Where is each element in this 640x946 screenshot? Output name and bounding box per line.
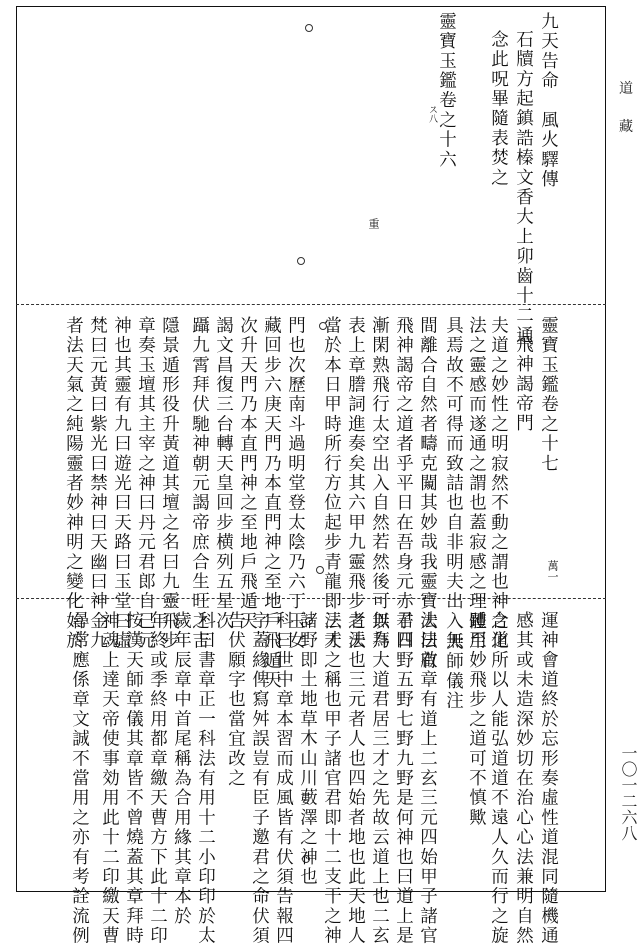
text-column: 科曰書章正一科法有用十二小印印於太 <box>195 611 216 946</box>
text-column: 神也其靈有九曰遊光曰天路曰玉堂曰虛 <box>111 316 132 651</box>
text-column: 夫道之妙性之明寂然不動之謂也神之化 <box>488 316 509 651</box>
text-column: 者天也三元者人也四始者地也此天地人 <box>345 611 366 946</box>
margin-label-bottom: 藏 <box>619 119 633 135</box>
text-column: 具焉故不可得而致詰也自非明夫出入無 <box>443 316 464 651</box>
text-column: 按漢天師章儀其章皆不曾燒蓋其章拜時 <box>123 611 144 946</box>
binding-hole-icon <box>297 257 305 265</box>
text-column: 科曰世中章本習而成風皆有伏須告報四 <box>273 611 294 946</box>
text-column: 踵至妙飛步之道可不慎歟 <box>466 611 487 828</box>
small-mark: ス八 <box>427 105 437 123</box>
text-column: 表上章謄詞進奏矣其六甲九靈飛步之法 <box>345 316 366 651</box>
text-column: 躡九霄拜伏馳神朝元謁帝庶合生旺之吉 <box>189 316 210 651</box>
section-heading: 飛神謁帝門 <box>513 335 534 434</box>
text-column: 神魂上達天帝使事効用此十二印繳天曹 <box>99 611 120 946</box>
text-column: 年終或季終用都章繳天曹方下此十二印 <box>147 611 168 946</box>
margin-label-top: 道 <box>619 81 633 97</box>
text-column: 章奏玉壇其主宰之神曰丹元君郎自己元 <box>135 316 156 651</box>
page-number: 一〇一二六八 <box>619 745 638 841</box>
text-column: 石牘方起鎮誥榛文香大上卯齒十二通 <box>513 30 534 346</box>
text-column: 念此呪畢隨表焚之 <box>488 30 509 188</box>
chapter-mark: 萬一 <box>546 560 559 582</box>
text-column: 無為大道君居三才之先故云道上也二玄 <box>369 611 390 946</box>
text-column: 法曰啟章有道上二玄三元四始甲子諸官 <box>417 611 438 946</box>
binding-hole-icon <box>305 24 313 32</box>
text-column: 合道所以人能弘道道不遠人久而行之旋 <box>488 611 509 946</box>
text-column: 當於本日甲時所行方位起步青龍即法天 <box>321 316 342 651</box>
text-column: 間離合自然者疇克闚其妙哉我靈寶大法有 <box>417 316 438 671</box>
text-column: 次升天門乃本直門神之至地戶飛遁天 <box>237 316 258 632</box>
text-column: 尋常應係章文誠不當用之亦有考詮流例 <box>69 611 90 946</box>
text-column: 飛神謁帝之道者乎平日在吾身元赤子日 <box>393 316 414 651</box>
text-column: 漸閑熟飛行太空出入自然若然後可以拜 <box>369 316 390 651</box>
small-mark: 重 <box>367 218 380 229</box>
text-column: 梵曰元黃曰紫光曰禁神曰天幽曰神金九 <box>87 316 108 651</box>
text-column: 三才之稱也甲子諸官君即十二支干之神 <box>321 611 342 946</box>
text-column: 感其或未造深妙切在治心心法兼明自然 <box>513 611 534 946</box>
text-column: 歲年辰章中首尾稱為合用緣其章本於 <box>171 611 192 927</box>
text-column: 門也次歷南斗過明堂登太陰乃六丁玉女 <box>285 316 306 651</box>
section-heading: 天師儀注 <box>443 632 464 711</box>
text-column: 字蓋緣俾寫舛誤豈有臣子邀君之命伏須 <box>249 611 270 946</box>
volume-title: 靈寶玉鑑卷之十六 <box>436 12 457 170</box>
text-column: 諸野即土地草木山川藪澤之神也 <box>297 611 318 887</box>
text-column: 藏回步六庚天門乃本直門神之至地戶飛遁天 <box>261 316 282 691</box>
text-column: 九天告命 風火驛傳 <box>538 12 559 190</box>
text-column: 法之靈感而遂通之謂也蓋寂感之理體用 <box>466 316 487 651</box>
text-column: 運神會道終於忘形奏虛性道混同隨機通 <box>538 611 559 946</box>
text-column: 謁文昌復三台轉天皇回步横列五星次 <box>213 316 234 632</box>
text-column: 隱景遁形役升黃道其壇之名曰九靈飛步 <box>159 316 180 651</box>
text-column: 告伏願字也當宜改之 <box>225 611 246 789</box>
text-column: 者法天氣之純陽靈者妙神明之變化始於 <box>63 316 84 651</box>
chapter-title: 靈寶玉鑑卷之十七 <box>538 316 559 474</box>
text-column: 君四野五野七野九野是何神也曰道上是 <box>393 611 414 946</box>
